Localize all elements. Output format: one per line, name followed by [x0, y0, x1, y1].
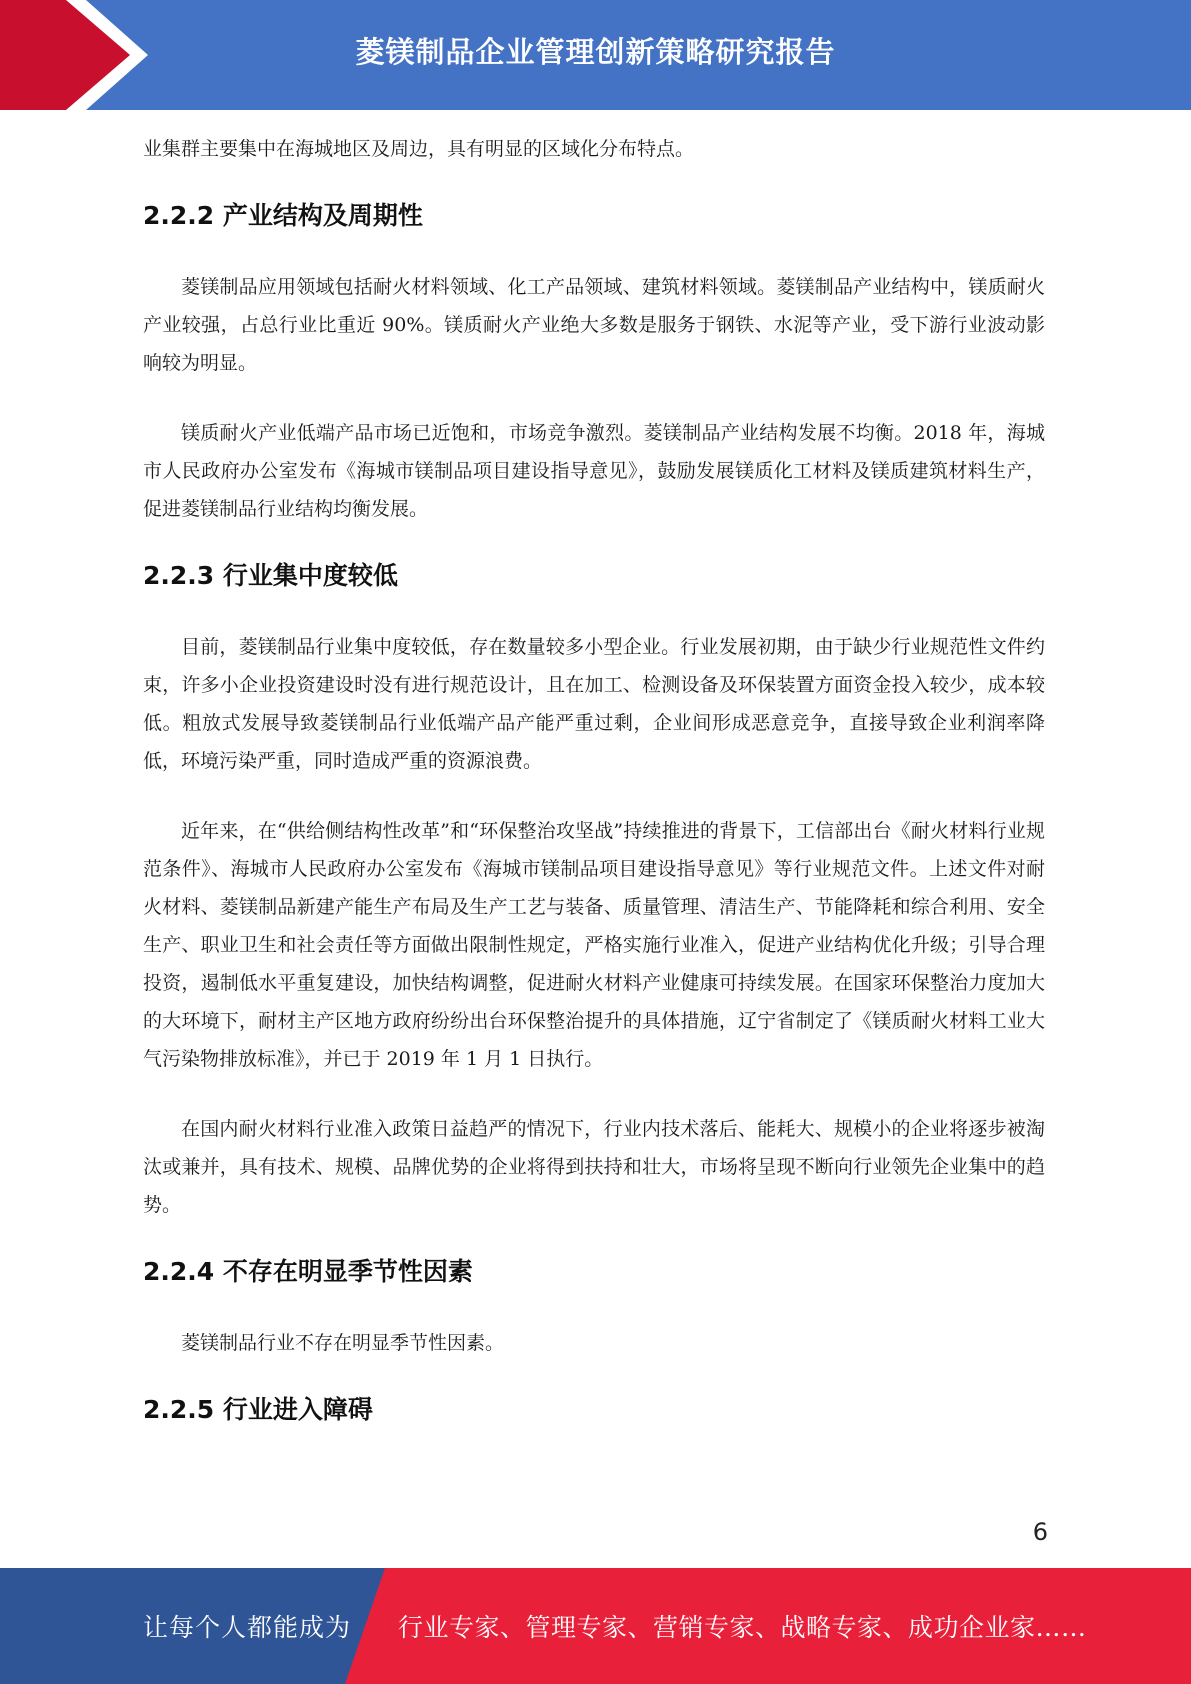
- heading-2-2-4: 2.2.4 不存在明显季节性因素: [143, 1257, 473, 1286]
- paragraph: 菱镁制品应用领域包括耐火材料领域、化工产品领域、建筑材料领域。菱镁制品产业结构中，镁质耐火产业较强，占总行业比重近 90%。镁质耐火产业绝大多数是服务于钢铁、水泥等产业，受下游行业波动影响较为明显。: [143, 276, 1045, 374]
- paragraph: 近年来，在“供给侧结构性改革”和“环保整治攻坚战”持续推进的背景下，工信部出台《耐火材料行业规范条件》、海城市人民政府办公室发布《海城市镁制品项目建设指导意见》等行业规范文件。上述文件对耐火材料、菱镁制品新建产能生产布局及生产工艺与装备、质量管理、清洁生产、节能降耗和综合利用、安全生产、职业卫生和社会责任等方面做出限制性规定，严格实施行业准入，促进产业结构优化升级；引导合理投资，遏制低水平重复建设，加快结构调整，促进耐火材料产业健康可持续发展。在国家环保整治力度加大的大环境下，耐材主产区地方政府纷纷出台环保整治提升的具体措施，辽宁省制定了《镁质耐火材料工业大气污染物排放标准》，并已于 2019 年 1 月 1 日执行。: [143, 820, 1045, 1070]
- page-footer: [0, 1568, 1191, 1684]
- paragraph: 在国内耐火材料行业准入政策日益趋严的情况下，行业内技术落后、能耗大、规模小的企业将逐步被淘汰或兼并，具有技术、规模、品牌优势的企业将得到扶持和壮大，市场将呈现不断向行业领先企业集中的趋势。: [143, 1118, 1045, 1216]
- page-header: [0, 0, 1191, 110]
- paragraph-intro: 业集群主要集中在海城地区及周边，具有明显的区域化分布特点。: [143, 138, 695, 160]
- heading-2-2-2: 2.2.2 产业结构及周期性: [143, 201, 423, 230]
- page-number: 6: [1032, 1518, 1048, 1546]
- heading-2-2-3: 2.2.3 行业集中度较低: [143, 561, 398, 590]
- heading-2-2-5: 2.2.5 行业进入障碍: [143, 1395, 373, 1424]
- footer-slogan: 让每个人都能成为: [143, 1613, 352, 1642]
- footer-tagline: 行业专家、管理专家、营销专家、战略专家、成功企业家……: [398, 1613, 1087, 1642]
- main-content: [143, 130, 1045, 1430]
- paragraph: 目前，菱镁制品行业集中度较低，存在数量较多小型企业。行业发展初期，由于缺少行业规范性文件约束，许多小企业投资建设时没有进行规范设计，且在加工、检测设备及环保装置方面资金投入较少，成本较低。粗放式发展导致菱镁制品行业低端产品产能严重过剩，企业间形成恶意竞争，直接导致企业利润率降低，环境污染严重，同时造成严重的资源浪费。: [143, 636, 1045, 772]
- paragraph: 镁质耐火产业低端产品市场已近饱和，市场竞争激烈。菱镁制品产业结构发展不均衡。2018 年，海城市人民政府办公室发布《海城市镁制品项目建设指导意见》，鼓励发展镁质化工材料及镁质建筑材料生产，促进菱镁制品行业结构均衡发展。: [143, 422, 1045, 520]
- paragraph: 菱镁制品行业不存在明显季节性因素。: [181, 1332, 505, 1354]
- document-title: 菱镁制品企业管理创新策略研究报告: [355, 34, 836, 69]
